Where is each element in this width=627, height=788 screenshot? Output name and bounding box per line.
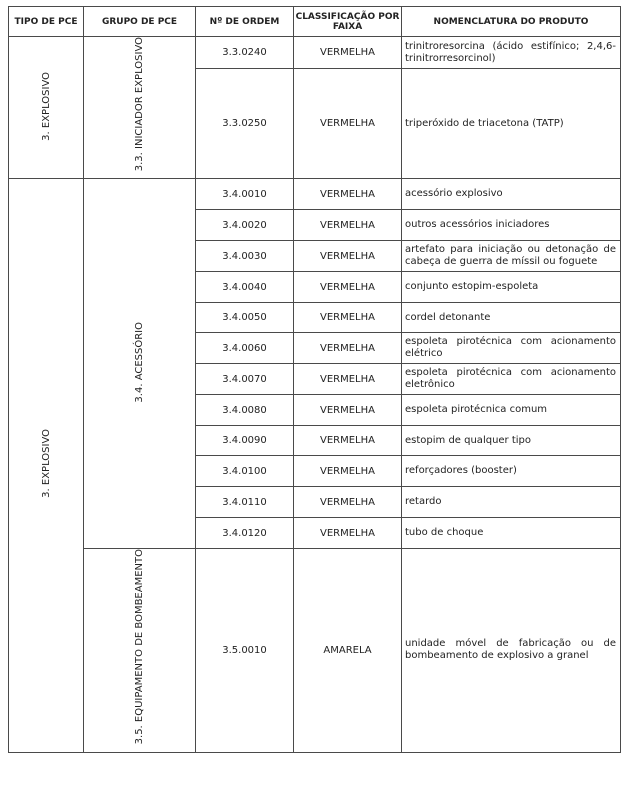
classificacao-cell: VERMELHA: [294, 303, 402, 333]
ordem-cell: 3.4.0110: [196, 487, 294, 518]
tipo-label: 3. EXPLOSIVO: [40, 429, 52, 499]
ordem-cell: 3.4.0060: [196, 333, 294, 364]
nome-cell: triperóxido de triacetona (TATP): [402, 69, 621, 179]
table-row: [9, 549, 621, 752]
classificacao-cell: VERMELHA: [294, 272, 402, 303]
grupo-label: 3.5. EQUIPAMENTO DE BOMBEAMENTO: [134, 549, 145, 745]
nome-cell: espoleta pirotécnica com acionamento eletrônico: [402, 364, 621, 395]
ordem-cell: 3.4.0120: [196, 518, 294, 549]
nome-cell: outros acessórios iniciadores: [402, 210, 621, 241]
classificacao-cell: VERMELHA: [294, 518, 402, 549]
nome-cell: acessório explosivo: [402, 179, 621, 210]
nome-cell: retardo: [402, 487, 621, 518]
ordem-cell: 3.4.0040: [196, 272, 294, 303]
classificacao-cell: VERMELHA: [294, 333, 402, 364]
ordem-cell: 3.3.0240: [196, 37, 294, 69]
ordem-cell: 3.4.0080: [196, 395, 294, 426]
classificacao-cell: VERMELHA: [294, 487, 402, 518]
ordem-cell: 3.5.0010: [196, 549, 294, 752]
nome-cell: espoleta pirotécnica comum: [402, 395, 621, 426]
grupo-cell: [84, 549, 196, 752]
header-grupo: GRUPO DE PCE: [84, 7, 196, 37]
tipo-label: 3. EXPLOSIVO: [40, 71, 52, 141]
grupo-cell: [84, 179, 196, 549]
nome-cell: trinitroresorcina (ácido estifínico; 2,4,6-trinitrorresorcinol): [402, 37, 621, 69]
classificacao-cell: VERMELHA: [294, 395, 402, 426]
header-nomenclatura: NOMENCLATURA DO PRODUTO: [402, 7, 621, 37]
header-classificacao: CLASSIFICAÇÃO POR FAIXA: [294, 7, 402, 37]
nome-cell: espoleta pirotécnica com acionamento elétrico: [402, 333, 621, 364]
grupo-cell: [84, 37, 196, 179]
table-row: [9, 179, 621, 210]
ordem-cell: 3.4.0020: [196, 210, 294, 241]
header-tipo: TIPO DE PCE: [9, 7, 84, 37]
table-row: [9, 37, 621, 69]
ordem-cell: 3.4.0050: [196, 303, 294, 333]
classificacao-cell: AMARELA: [294, 549, 402, 752]
classificacao-cell: VERMELHA: [294, 37, 402, 69]
ordem-cell: 3.4.0030: [196, 241, 294, 272]
tipo-cell: [9, 37, 84, 179]
classificacao-cell: VERMELHA: [294, 241, 402, 272]
grupo-label: 3.3. INICIADOR EXPLOSIVO: [134, 37, 145, 172]
ordem-cell: 3.4.0070: [196, 364, 294, 395]
pce-table: [8, 6, 621, 753]
classificacao-cell: VERMELHA: [294, 210, 402, 241]
nome-cell: tubo de choque: [402, 518, 621, 549]
classificacao-cell: VERMELHA: [294, 179, 402, 210]
grupo-label: 3.4. ACESSÓRIO: [134, 321, 145, 403]
ordem-cell: 3.3.0250: [196, 69, 294, 179]
classificacao-cell: VERMELHA: [294, 364, 402, 395]
nome-cell: artefato para iniciação ou detonação de cabeça de guerra de míssil ou foguete: [402, 241, 621, 272]
nome-cell: estopim de qualquer tipo: [402, 426, 621, 456]
tipo-cell: [9, 179, 84, 752]
nome-cell: cordel detonante: [402, 303, 621, 333]
classificacao-cell: VERMELHA: [294, 426, 402, 456]
ordem-cell: 3.4.0010: [196, 179, 294, 210]
classificacao-cell: VERMELHA: [294, 456, 402, 487]
classificacao-cell: VERMELHA: [294, 69, 402, 179]
header-ordem: Nº DE ORDEM: [196, 7, 294, 37]
nome-cell: conjunto estopim-espoleta: [402, 272, 621, 303]
header-row: [9, 7, 621, 37]
nome-cell: reforçadores (booster): [402, 456, 621, 487]
ordem-cell: 3.4.0090: [196, 426, 294, 456]
nome-cell: unidade móvel de fabricação ou de bombeamento de explosivo a granel: [402, 549, 621, 752]
ordem-cell: 3.4.0100: [196, 456, 294, 487]
